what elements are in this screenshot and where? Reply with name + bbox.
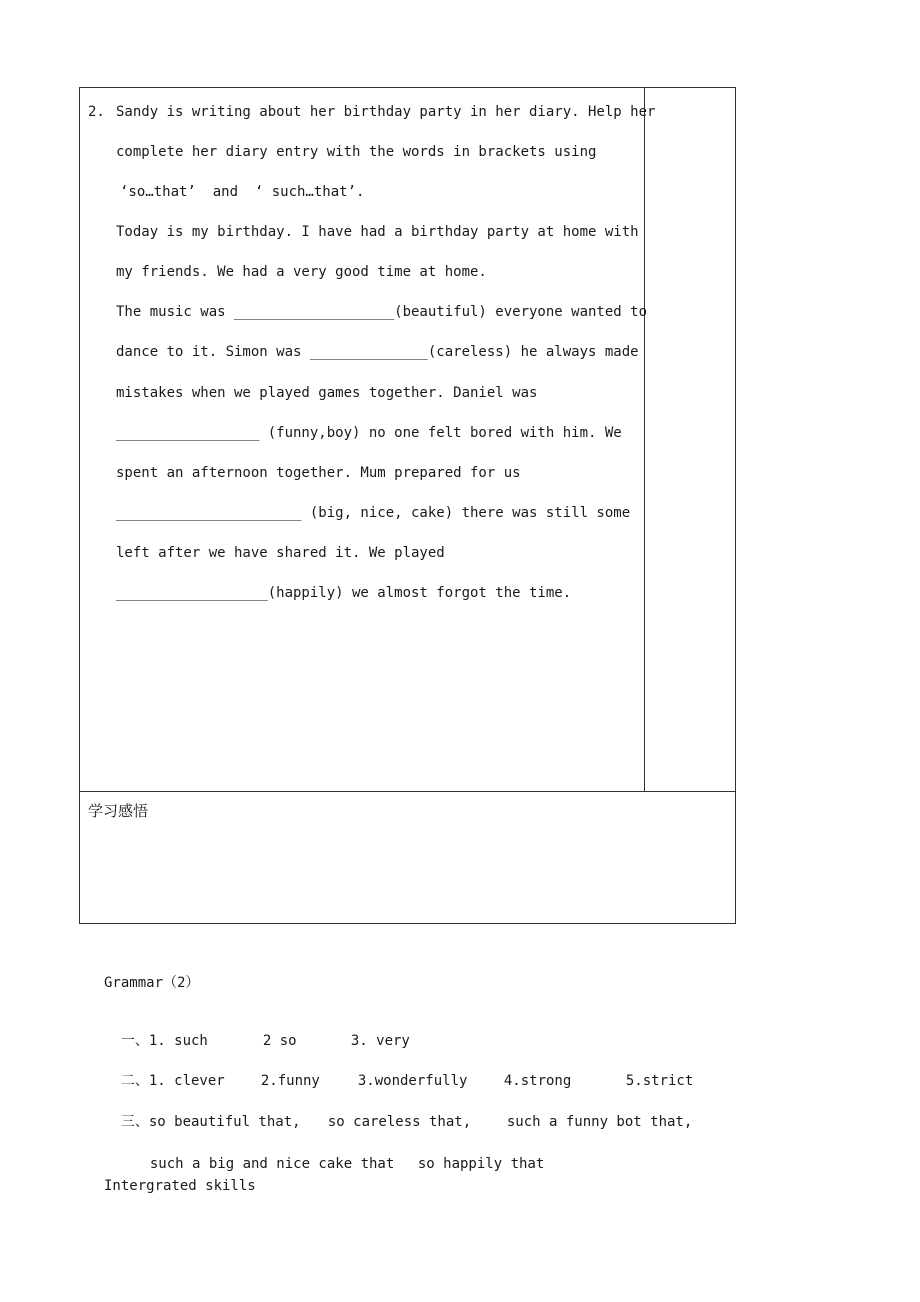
row3-prefix: 三、: [120, 1114, 149, 1130]
row2-item-1: 1. clever: [148, 1073, 225, 1089]
answers-row-4: [133, 1137, 544, 1173]
diary-line-3: The music was ___________________(beautiful) everyone wanted to: [116, 304, 648, 320]
row1-item-3: 3. very: [350, 1033, 410, 1049]
diary-line-8: ______________________ (big, nice, cake) there was still some: [116, 505, 631, 521]
row1-item-2: 2 so: [262, 1033, 297, 1049]
row2-item-4: 4.strong: [503, 1073, 572, 1089]
diary-line-9: left after we have shared it. We played: [116, 545, 445, 561]
diary-line-7: spent an afternoon together. Mum prepared for us: [116, 465, 521, 481]
diary-line-2: my friends. We had a very good time at home.: [116, 264, 487, 280]
diary-line-10: __________________(happily) we almost forgot the time.: [116, 585, 572, 601]
row2-item-3: 3.wonderfully: [357, 1073, 468, 1089]
question-line-3: ‘so…that’ and ‘ such…that’.: [120, 184, 365, 200]
diary-line-6: _________________ (funny,boy) no one felt bored with him. We: [116, 425, 622, 441]
row3-item-1: so beautiful that,: [148, 1114, 301, 1130]
row4-item-1: such a big and nice cake that: [149, 1156, 395, 1172]
row3-item-3: such a funny bot that,: [506, 1114, 693, 1130]
row1-item-1: 1. such: [148, 1033, 208, 1049]
exercise-table: [79, 87, 736, 924]
row2-prefix: 二、: [120, 1073, 149, 1089]
question-line-2: complete her diary entry with the words in brackets using: [116, 144, 597, 160]
diary-line-4: dance to it. Simon was ______________(careless) he always made: [116, 344, 639, 360]
row2-item-5: 5.strict: [625, 1073, 694, 1089]
reflection-label: 学习感悟: [88, 802, 149, 820]
row4-item-2: so happily that: [417, 1156, 545, 1172]
column-divider: [644, 88, 645, 791]
diary-line-5: mistakes when we played games together. Daniel was: [116, 385, 538, 401]
answers-heading: Grammar（2）: [104, 975, 200, 991]
row3-item-2: so careless that,: [327, 1114, 472, 1130]
answers-footer: Intergrated skills: [104, 1178, 256, 1194]
row2-item-2: 2.funny: [260, 1073, 320, 1089]
answers-row-1: [104, 1014, 410, 1050]
diary-line-1: Today is my birthday. I have had a birthday party at home with: [116, 224, 639, 240]
question-line-1: Sandy is writing about her birthday party in her diary. Help her: [116, 104, 656, 120]
row1-prefix: 一、: [120, 1033, 149, 1049]
question-number: 2.: [88, 104, 105, 120]
row-divider: [80, 791, 735, 792]
answers-row-2: [104, 1054, 693, 1090]
answers-row-3: [104, 1095, 692, 1131]
